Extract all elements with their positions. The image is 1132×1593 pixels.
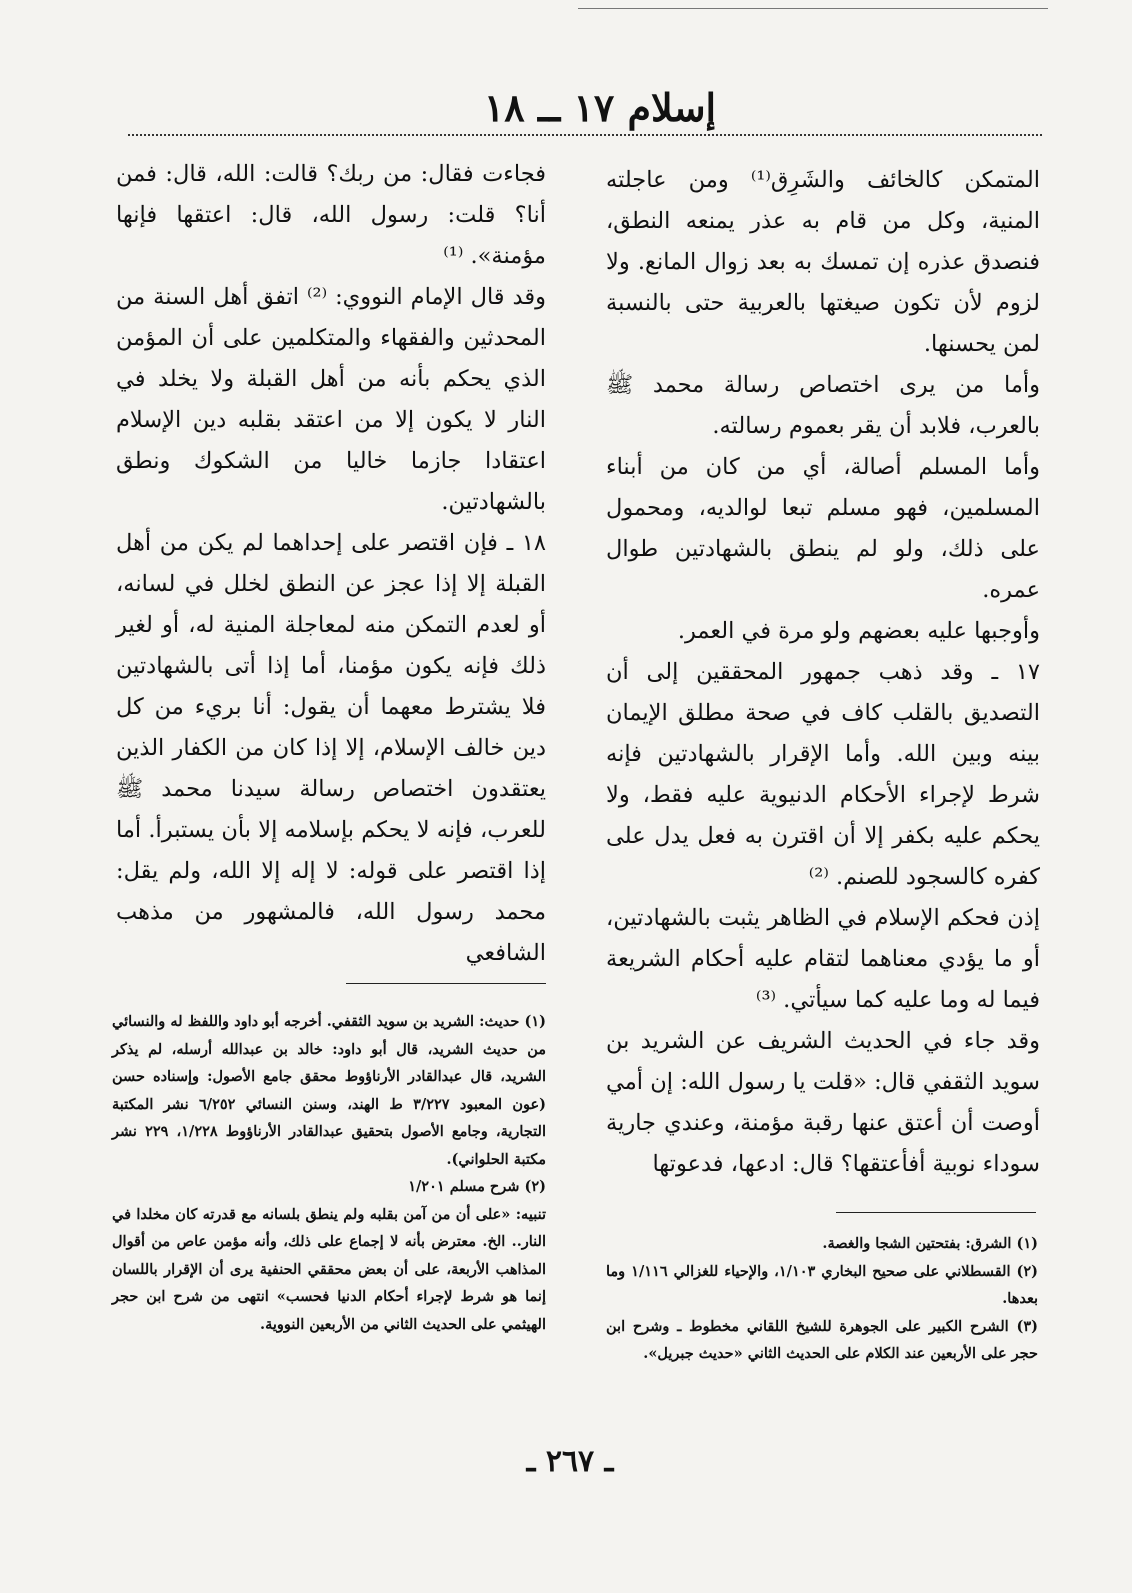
footnote-rule-left <box>346 983 546 984</box>
header-dotted-rule <box>128 134 1042 136</box>
footnote: (١) الشرق: بفتحتين الشجا والغصة. <box>822 1235 1038 1252</box>
paragraph: وقد قال الإمام النووي: ⁽²⁾ اتفق أهل السنة من المحدثين والفقهاء والمتكلمين على أن المؤمن الذي يحكم بأنه من أهل القبلة ولا يخلد في النار لا يكون إلا من اعتقد بقلبه دين الإسلام اعتقادا جازما خاليا من الشكوك ونطق بالشهادتين. <box>116 284 546 515</box>
footnote-rule-right <box>836 1212 1036 1213</box>
top-rule <box>578 8 1048 9</box>
page-number: ـ ٢٦٧ ـ <box>526 1444 614 1479</box>
paragraph: إذن فحكم الإسلام في الظاهر يثبت بالشهادتين، أو ما يؤدي معناهما لتقام عليه أحكام الشريعة فيما له وما عليه كما سيأتي. ⁽³⁾ <box>606 905 1040 1013</box>
footnotes-right <box>606 1230 1038 1368</box>
paragraph: فجاءت فقال: من ربك؟ قالت: الله، قال: فمن أنا؟ قلت: رسول الله، قال: اعتقها فإنها مؤمنة». ⁽¹⁾ <box>116 161 546 269</box>
paragraph: وأوجبها عليه بعضهم ولو مرة في العمر. <box>677 618 1040 644</box>
paragraph-17: ١٧ ـ وقد ذهب جمهور المحققين إلى أن التصديق بالقلب كاف في صحة مطلق الإيمان بينه وبين الله. وأما الإقرار بالشهادتين فإنه شرط لإجراء الأحكام الدنيوية عليه فقط، ولا يحكم عليه بكفر إلا أن اقترن به فعل يدل على كفره كالسجود للصنم. ⁽²⁾ <box>606 659 1040 890</box>
right-column <box>606 160 1040 1185</box>
paragraph: المتمكن كالخائف والشَرِق⁽¹⁾ ومن عاجلته المنية، وكل من قام به عذر يمنعه النطق، فنصدق عذره إن تمسك به بعد زوال المانع. ولا لزوم لأن تكون صيغتها بالعربية حتى بالنسبة لمن يحسنها. <box>606 167 1040 357</box>
footnote: (٢) شرح مسلم ١/٢٠١ <box>408 1178 546 1195</box>
footnote: (٢) القسطلاني على صحيح البخاري ١/١٠٣، والإحياء للغزالي ١/١١٦ وما بعدها. <box>606 1262 1038 1307</box>
paragraph: وأما المسلم أصالة، أي من كان من أبناء المسلمين، فهو مسلم تبعا لوالديه، ومحمول على ذلك، ولو لم ينطق بالشهادتين طوال عمره. <box>606 454 1040 603</box>
paragraph: وأما من يرى اختصاص رسالة محمد ﷺ بالعرب، فلابد أن يقر بعموم رسالته. <box>606 372 1040 439</box>
footnotes-left <box>112 1008 546 1338</box>
left-column <box>116 154 546 974</box>
running-header: إسلام ١٧ ــ ١٨ <box>483 85 717 130</box>
paragraph: وقد جاء في الحديث الشريف عن الشريد بن سويد الثقفي قال: «قلت يا رسول الله: إن أمي أوصت أن أعتق عنها رقبة مؤمنة، وعندي جارية سوداء نوبية أفأعتقها؟ قال: ادعها، فدعوتها <box>606 1028 1040 1177</box>
paragraph-18: ١٨ ـ فإن اقتصر على إحداهما لم يكن من أهل القبلة إلا إذا عجز عن النطق لخلل في لسانه، أو لعدم التمكن منه لمعاجلة المنية له، أو لغير ذلك فإنه يكون مؤمنا، أما إذا أتى بالشهادتين فلا يشترط معهما أن يقول: أنا بريء من كل دين خالف الإسلام، إلا إذا كان من الكفار الذين يعتقدون اختصاص رسالة سيدنا محمد ﷺ للعرب، فإنه لا يحكم بإسلامه إلا بأن يستبرأ. أما إذا اقتصر على قوله: لا إله إلا الله، ولم يقل: محمد رسول الله، فالمشهور من مذهب الشافعي <box>116 530 546 966</box>
footnote: (١) حديث: الشريد بن سويد الثقفي. أخرجه أبو داود واللفظ له والنسائي من حديث الشريد، قال أبو داود: خالد بن عبدالله أرسله، لم يذكر الشريد، قال عبدالقادر الأرناؤوط محقق جامع الأصول: وإسناده حسن (عون المعبود ٣/٢٢٧ ط الهند، وسنن النسائي ٦/٢٥٢ نشر المكتبة التجارية، وجامع الأصول بتحقيق عبدالقادر الأرناؤوط ١/٢٢٨، ٢٢٩ نشر مكتبة الحلواني). <box>112 1013 546 1168</box>
footnote: (٣) الشرح الكبير على الجوهرة للشيخ اللقاني مخطوط ـ وشرح ابن حجر على الأربعين عند الكلام على الحديث الثاني «حديث جبريل». <box>606 1317 1038 1362</box>
footnote-note: تنبيه: «على أن من آمن بقلبه ولم ينطق بلسانه مع قدرته كان مخلدا في النار.. الخ. معترض بأنه لا إجماع على ذلك، وأنه مؤمن عاص من أقوال المذاهب الأربعة، على أن بعض محققي الحنفية يرى أن الإقرار باللسان إنما هو شرط لإجراء أحكام الدنيا فحسب» انتهى من شرح ابن حجر الهيثمي على الحديث الثاني من الأربعين النووية. <box>112 1205 546 1333</box>
